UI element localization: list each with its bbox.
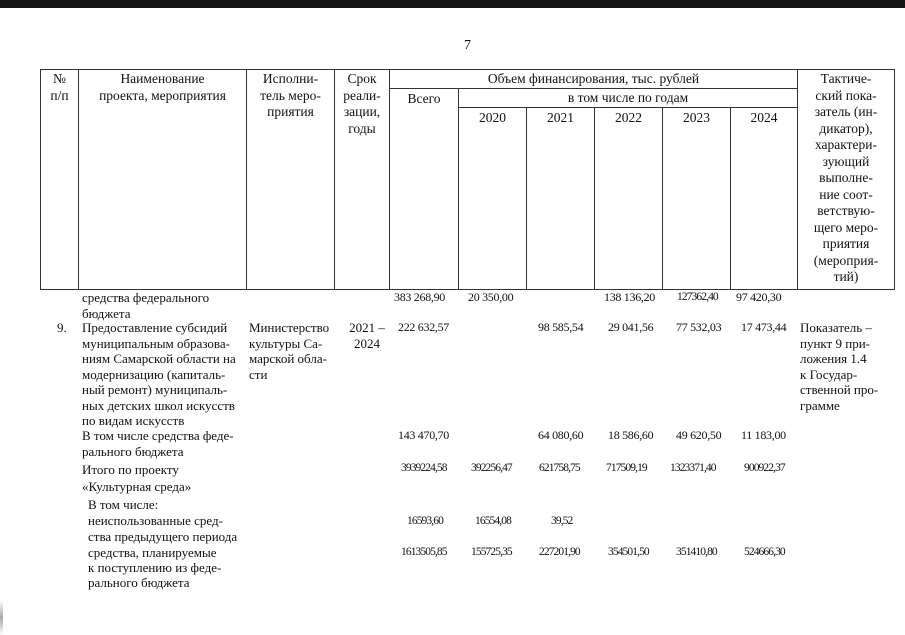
col-sep [730,107,731,290]
row-9-indicator: Показатель – пункт 9 при- ложения 1.4 к Государ- ственной про- грамме [800,320,879,413]
col-sep [594,107,595,290]
row-unused-2021: 39,52 [551,515,573,527]
row-federal-top-total: 383 268,90 [394,290,446,304]
scan-top-border [0,0,905,8]
row-including-label: В том числе: [88,497,159,512]
header-year-2021: 2021 [547,110,574,125]
row-9-federal-2024: 11 183,00 [741,428,786,442]
border-right [894,69,895,290]
row-planned-2020: 155725,35 [471,546,512,558]
row-9-2022: 29 041,56 [608,320,654,334]
row-project-total-2024: 900922,37 [744,462,785,474]
row-unused-total: 16593,60 [407,515,443,527]
page-number: 7 [464,38,471,53]
row-planned-2021: 227201,90 [539,546,580,558]
row-project-total-2023: 1323371,40 [670,462,716,474]
scan-edge-artifact [0,600,3,635]
row-planned-2022: 354501,50 [608,546,649,558]
row-planned-2023: 351410,80 [676,546,717,558]
header-executor: Исполни- тель меро- приятия [260,71,321,119]
row-federal-top-2024: 97 420,30 [736,290,782,304]
row-9-2023: 77 532,03 [676,320,722,334]
header-total: Всего [407,91,441,106]
header-year-2024: 2024 [750,110,778,125]
row-project-total-2020: 392256,47 [471,462,512,474]
border-top [40,69,895,70]
row-9-federal-2022: 18 586,60 [608,428,654,442]
row-planned-label: средства, планируемые к поступлению из феде- рального бюджета [88,545,222,590]
header-indicator: Тактиче- ский пока- затель (ин- дикатор), характери- зующий выполне- ние соот- ветствую- щего меро- приятия (мероприя- тий) [813,71,879,284]
row-9-label: Предоставление субсидий муниципальным образова- ниям Самарской области на модернизацию (капиталь- ный ремонт) муниципаль- ных детских школ искусств по видам искусств [82,320,236,428]
row-9-federal-label: В том числе средства феде- рального бюджета [82,428,234,459]
header-funding: Объем финансирования, тыс. рублей [487,71,700,86]
header-year-2020: 2020 [479,110,506,125]
row-9-2024: 17 473,44 [741,320,787,334]
row-sep [389,88,797,89]
row-9-total: 222 632,57 [398,320,450,334]
row-project-total-total: 3939224,58 [401,462,447,474]
row-federal-top-2023: 127362,40 [677,291,718,303]
row-9-federal-2021: 64 080,60 [538,428,584,442]
header-year-2023: 2023 [683,110,710,125]
header-num: № п/п [50,71,69,103]
row-unused-2020: 16554,08 [475,515,511,527]
row-sep [458,107,797,108]
row-planned-2024: 524666,30 [744,546,785,558]
col-sep [662,107,663,290]
row-planned-total: 1613505,85 [401,546,447,558]
row-9-term: 2021 – 2024 [349,320,385,351]
row-9-federal-total: 143 470,70 [398,428,450,442]
header-name: Наименование проекта, мероприятия [99,71,226,103]
table-header [40,69,895,290]
row-project-total-2021: 621758,75 [539,462,580,474]
col-sep [526,107,527,290]
row-project-total-label: Итого по проекту «Культурная среда» [82,462,192,494]
row-9-num: 9. [57,320,67,335]
header-by-years: в том числе по годам [567,90,689,105]
row-unused-label: неиспользованные сред- ства предыдущего периода [88,513,238,544]
row-federal-top-label: средства федерального бюджета [82,290,210,321]
row-federal-top-2022: 138 136,20 [604,290,656,304]
row-9-executor: Министерство культуры Са- марской обла- сти [249,320,330,382]
row-9-federal-2023: 49 620,50 [676,428,722,442]
row-project-total-2022: 717509,19 [606,462,647,474]
row-9-2021: 98 585,54 [538,320,584,334]
row-federal-top-2020: 20 350,00 [468,290,514,304]
header-term: Срок реали- зации, годы [343,71,381,136]
header-year-2022: 2022 [615,110,642,125]
